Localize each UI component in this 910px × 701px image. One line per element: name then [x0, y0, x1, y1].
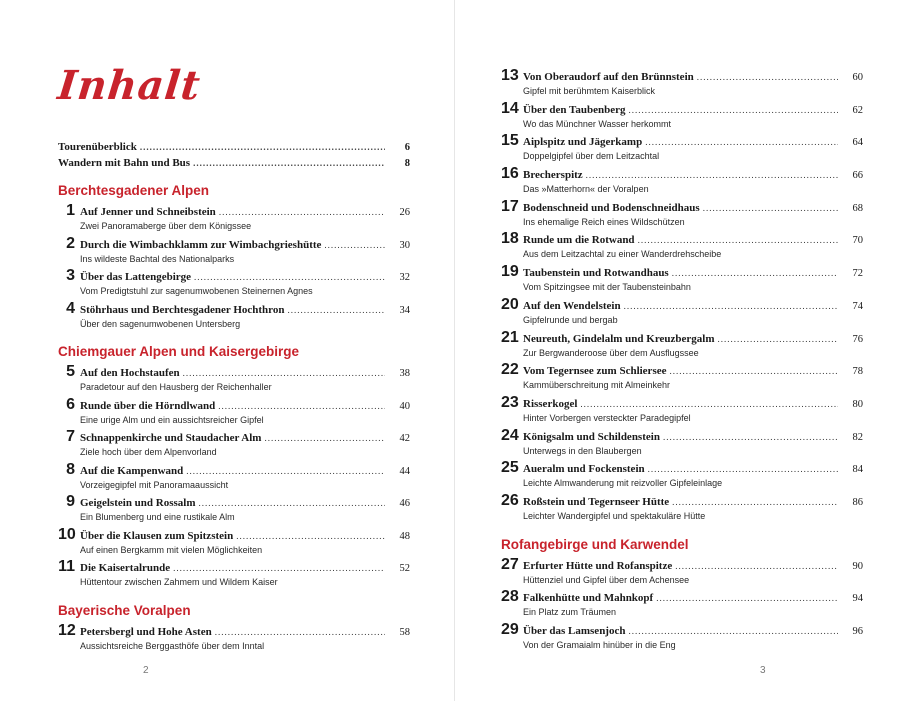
entry-line	[501, 263, 863, 280]
toc-entry[interactable]	[58, 526, 410, 559]
tour-number: 2	[66, 234, 75, 252]
entry-title: Bodenschneid und Bodenschneidhaus	[523, 201, 700, 214]
toc-entry-tourenueberblick[interactable]	[58, 141, 410, 157]
entry-subtitle: Zur Bergwanderoose über dem Ausflugssee	[523, 347, 699, 358]
entry-line	[501, 67, 863, 84]
page-number: 6	[404, 142, 410, 153]
entry-title: Die Kaisertalrunde	[80, 562, 171, 574]
page-number: 86	[852, 496, 863, 508]
page-number: 38	[399, 368, 410, 379]
entry-line	[58, 428, 410, 445]
entry-subtitle: Zwei Panoramaberge über dem Königssee	[80, 221, 252, 231]
entry-line	[58, 267, 410, 284]
entry-subtitle: Doppelgipfel über dem Leitzachtal	[523, 151, 660, 162]
tour-number: 10	[58, 525, 76, 543]
page-number: 48	[399, 530, 410, 542]
entry-subtitle: Gipfelrunde und bergab	[523, 314, 618, 325]
dot-leader	[672, 497, 838, 507]
entry-line	[501, 198, 863, 215]
page-number: 30	[399, 239, 410, 251]
entry-title: Neureuth, Gindelalm und Kreuzbergalm	[523, 332, 715, 345]
section-heading-chiemgau: Chiemgauer Alpen und Kaisergebirge	[58, 344, 300, 359]
page-number: 64	[852, 137, 863, 149]
entry-title: Über das Lattengebirge	[80, 271, 192, 283]
tour-number: 21	[501, 328, 519, 346]
entry-title: Geigelstein und Rossalm	[80, 497, 196, 509]
tour-number: 13	[501, 67, 519, 84]
entry-line	[501, 556, 863, 573]
section-voralpen-left	[58, 622, 410, 655]
entry-subtitle: Über den sagenumwobenen Untersberg	[80, 318, 241, 329]
page-number: 58	[399, 626, 410, 638]
page-number: 62	[852, 104, 863, 116]
entry-line	[501, 165, 863, 182]
toc-entry[interactable]	[501, 361, 863, 394]
toc-entry[interactable]	[501, 67, 863, 100]
tour-number: 23	[501, 393, 519, 411]
toc-entry[interactable]	[501, 427, 863, 460]
dot-leader	[236, 531, 385, 541]
dot-leader	[697, 72, 838, 82]
tour-number: 17	[501, 197, 519, 215]
toc-entry[interactable]	[501, 296, 863, 329]
toc-entry[interactable]	[501, 588, 863, 621]
entry-line	[501, 621, 863, 638]
toc-entry[interactable]	[58, 396, 410, 429]
entry-title: Königsalm und Schildenstein	[523, 430, 660, 443]
entry-title: Tourenüberblick	[58, 141, 137, 153]
page-number: 84	[852, 464, 863, 476]
toc-entry[interactable]	[58, 235, 410, 268]
toc-entry[interactable]	[501, 100, 863, 133]
page-number: 8	[404, 158, 410, 169]
entry-subtitle: Ziele hoch über dem Alpenvorland	[80, 447, 217, 457]
left-toc-column	[58, 180, 410, 654]
entry-title: Schnappenkirche und Staudacher Alm	[80, 432, 262, 444]
tour-number: 5	[66, 363, 75, 380]
section-chiemgau	[58, 363, 410, 591]
toc-entry[interactable]	[501, 556, 863, 589]
section-berchtesgaden	[58, 202, 410, 332]
entry-subtitle: Ins wildeste Bachtal des Nationalparks	[80, 253, 235, 264]
entry-title: Brecherspitz	[523, 169, 583, 182]
entry-subtitle: Leichte Almwanderung mit reizvoller Gipfeleinlage	[523, 478, 723, 489]
entry-subtitle: Paradetour auf den Hausberg der Reichenhaller	[80, 382, 272, 392]
entry-subtitle: Hüttentour zwischen Zahmem und Wildem Kaiser	[80, 577, 278, 587]
entry-subtitle: Unterwegs in den Blaubergen	[523, 445, 642, 456]
toc-entry[interactable]	[58, 558, 410, 591]
entry-title: Vom Tegernsee zum Schliersee	[523, 365, 667, 378]
page-number: 96	[852, 626, 863, 637]
toc-entry[interactable]	[501, 459, 863, 492]
entry-line	[501, 459, 863, 476]
dot-leader	[186, 466, 385, 476]
toc-entry-wandern-bahn-bus[interactable]	[58, 157, 410, 173]
entry-title: Runde über die Hörndlwand	[80, 399, 216, 412]
entry-title: Risserkogel	[523, 397, 578, 410]
dot-leader	[193, 158, 385, 168]
entry-title: Über das Lamsenjoch	[523, 625, 626, 637]
entry-subtitle: Auf einen Bergkamm mit vielen Möglichkeiten	[80, 544, 263, 555]
entry-subtitle: Leichter Wandergipfel und spektakuläre Hütte	[523, 510, 706, 521]
dot-leader	[580, 399, 838, 409]
right-page	[455, 0, 910, 701]
entry-line	[58, 558, 410, 575]
dot-leader	[624, 301, 838, 311]
section-heading-voralpen: Bayerische Voralpen	[58, 602, 191, 618]
entry-subtitle: Hinter Vorbergen versteckter Paradegipfel	[523, 412, 691, 423]
tour-number: 8	[66, 460, 75, 478]
tour-number: 18	[501, 230, 519, 248]
entry-title: Über den Taubenberg	[523, 103, 626, 116]
entry-subtitle: Aussichtsreiche Berggasthöfe über dem Inntal	[80, 640, 265, 651]
section-heading-berchtesgaden: Berchtesgadener Alpen	[58, 183, 210, 198]
entry-line	[58, 461, 410, 478]
entry-subtitle: Vom Spitzingsee mit der Taubensteinbahn	[523, 282, 691, 293]
entry-line	[58, 202, 410, 219]
entry-title: Auf die Kampenwand	[80, 464, 184, 477]
page-title: Inhalt	[55, 62, 203, 109]
entry-subtitle: Hüttenziel und Gipfel über dem Achensee	[523, 574, 690, 585]
entry-subtitle: Ins ehemalige Reich eines Wildschützen	[523, 216, 685, 227]
page-number: 26	[399, 207, 410, 218]
entry-line	[501, 492, 863, 509]
entry-title: Taubenstein und Rotwandhaus	[523, 267, 669, 280]
intro-list	[58, 141, 410, 173]
entry-title: Auf Jenner und Schneibstein	[80, 206, 216, 218]
entry-subtitle: Ein Platz zum Träumen	[523, 607, 617, 618]
page-number: 66	[852, 170, 863, 182]
dot-leader	[638, 235, 838, 245]
toc-entry[interactable]	[58, 267, 410, 300]
tour-number: 11	[58, 558, 75, 575]
tour-number: 25	[501, 459, 519, 477]
tour-number: 3	[66, 267, 75, 284]
toc-entry[interactable]	[58, 300, 410, 333]
dot-leader	[718, 334, 839, 344]
dot-leader	[215, 627, 385, 637]
entry-title: Aiplspitz und Jägerkamp	[523, 136, 643, 149]
tour-number: 24	[501, 426, 519, 444]
entry-title: Auf den Wendelstein	[523, 299, 621, 312]
entry-subtitle: Gipfel mit berühmtem Kaiserblick	[523, 86, 656, 96]
page-number: 76	[852, 333, 863, 345]
dot-leader	[629, 105, 839, 115]
entry-subtitle: Aus dem Leitzachtal zu einer Wanderdrehscheibe	[523, 249, 722, 260]
entry-subtitle: Vom Predigtstuhl zur sagenumwobenen Steinernen Agnes	[80, 286, 313, 296]
right-toc-column	[501, 67, 863, 654]
entry-line	[58, 526, 410, 543]
dot-leader	[194, 272, 385, 282]
entry-line	[58, 235, 410, 252]
entry-title: Erfurter Hütte und Rofanspitze	[523, 559, 673, 572]
page-number-right: 3	[760, 665, 766, 676]
tour-number: 27	[501, 555, 519, 573]
entry-line	[501, 427, 863, 444]
entry-line	[58, 300, 410, 317]
dot-leader	[586, 170, 838, 180]
page-number: 44	[399, 465, 410, 477]
dot-leader	[703, 203, 838, 213]
tour-number: 29	[501, 621, 519, 638]
entry-subtitle: Kammüberschreitung mit Almeinkehr	[523, 380, 671, 391]
dot-leader	[219, 207, 385, 217]
entry-line	[501, 100, 863, 117]
entry-title: Auf den Hochstaufen	[80, 367, 180, 379]
toc-entry[interactable]	[501, 394, 863, 427]
dot-leader	[140, 142, 385, 152]
entry-line	[58, 622, 410, 639]
toc-entry[interactable]	[58, 202, 410, 235]
entry-subtitle: Von der Gramaialm hinüber in die Eng	[523, 640, 676, 650]
entry-title: Falkenhütte und Mahnkopf	[523, 592, 654, 605]
dot-leader	[287, 305, 385, 315]
tour-number: 6	[66, 395, 75, 413]
dot-leader	[183, 368, 385, 378]
entry-line	[501, 230, 863, 247]
toc-entry[interactable]	[58, 428, 410, 461]
entry-line	[501, 329, 863, 346]
entry-title: Petersbergl und Hohe Asten	[80, 625, 212, 638]
entry-line	[58, 363, 410, 380]
page-number: 72	[852, 268, 863, 280]
tour-number: 22	[501, 361, 519, 379]
page-number: 82	[852, 431, 863, 443]
entry-subtitle: Ein Blumenberg und eine rustikale Alm	[80, 512, 235, 522]
page-number: 34	[399, 304, 410, 316]
page-number: 52	[399, 563, 410, 574]
entry-subtitle: Wo das Münchner Wasser herkommt	[523, 118, 672, 129]
page-number: 40	[399, 400, 410, 412]
entry-line	[501, 588, 863, 605]
page-number: 70	[852, 235, 863, 247]
toc-entry[interactable]	[501, 132, 863, 165]
tour-number: 14	[501, 99, 519, 117]
dot-leader	[218, 401, 385, 411]
entry-title: Aueralm und Fockenstein	[523, 463, 645, 476]
tour-number: 20	[501, 295, 519, 313]
page-number: 46	[399, 498, 410, 509]
dot-leader	[648, 464, 838, 474]
tour-number: 12	[58, 621, 76, 639]
section-heading-rofan: Rofangebirge und Karwendel	[501, 536, 689, 552]
tour-number: 15	[501, 132, 519, 150]
toc-entry[interactable]	[58, 493, 410, 526]
page-number: 42	[399, 433, 410, 444]
dot-leader	[628, 626, 838, 636]
section-rofan	[501, 556, 863, 654]
entry-line	[58, 493, 410, 510]
entry-line	[501, 394, 863, 411]
entry-title: Durch die Wimbachklamm zur Wimbachgrieshütte	[80, 238, 322, 251]
entry-subtitle: Das »Matterhorn« der Voralpen	[523, 184, 649, 195]
tour-number: 16	[501, 165, 519, 183]
toc-entry[interactable]	[501, 621, 863, 654]
dot-leader	[675, 561, 838, 571]
dot-leader	[264, 433, 385, 443]
page-number: 94	[852, 593, 863, 605]
entry-line	[501, 361, 863, 378]
entry-title: Von Oberaudorf auf den Brünnstein	[523, 71, 694, 83]
dot-leader	[663, 432, 838, 442]
toc-entry[interactable]	[501, 263, 863, 296]
entry-title: Über die Klausen zum Spitzstein	[80, 529, 234, 542]
dot-leader	[670, 366, 839, 376]
entry-subtitle: Eine urige Alm und ein aussichtsreicher Gipfel	[80, 414, 264, 425]
dot-leader	[656, 593, 838, 603]
toc-entry[interactable]	[58, 461, 410, 494]
tour-number: 9	[66, 493, 75, 510]
dot-leader	[324, 240, 385, 250]
tour-number: 7	[66, 428, 75, 445]
toc-entry[interactable]	[501, 198, 863, 231]
dot-leader	[199, 498, 385, 508]
tour-number: 1	[66, 202, 75, 219]
tour-number: 28	[501, 588, 519, 606]
entry-title: Runde um die Rotwand	[523, 234, 635, 247]
dot-leader	[173, 563, 385, 573]
tour-number: 19	[501, 263, 519, 281]
page-number: 68	[852, 202, 863, 214]
page-number-left: 2	[143, 665, 149, 676]
page-number: 80	[852, 398, 863, 410]
entry-line	[501, 132, 863, 149]
entry-title: Wandern mit Bahn und Bus	[58, 157, 191, 169]
entry-line	[501, 296, 863, 313]
section-voralpen-right	[501, 67, 863, 525]
toc-entry[interactable]	[58, 363, 410, 396]
entry-title: Roßstein und Tegernseer Hütte	[523, 495, 670, 508]
page-number: 90	[852, 560, 863, 572]
tour-number: 4	[66, 299, 75, 317]
page-number: 60	[852, 72, 863, 83]
dot-leader	[672, 268, 838, 278]
entry-subtitle: Vorzeigegipfel mit Panoramaaussicht	[80, 479, 229, 490]
toc-entry[interactable]	[501, 329, 863, 362]
tour-number: 26	[501, 491, 519, 509]
toc-entry[interactable]	[58, 622, 410, 655]
page-number: 32	[399, 272, 410, 283]
page-number: 78	[852, 366, 863, 378]
entry-title: Stöhrhaus und Berchtesgadener Hochthron	[80, 303, 285, 316]
toc-entry[interactable]	[501, 165, 863, 198]
entry-line	[58, 396, 410, 413]
dot-leader	[645, 137, 838, 147]
page-number: 74	[852, 300, 863, 312]
toc-entry[interactable]	[501, 492, 863, 525]
toc-entry[interactable]	[501, 230, 863, 263]
